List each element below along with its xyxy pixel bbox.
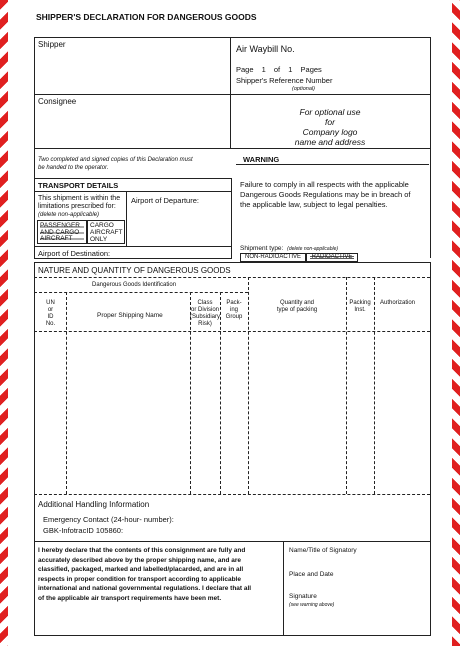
- transport-title-separator: [34, 191, 232, 192]
- logo-note-line: for: [325, 117, 335, 127]
- header-line: or Division: [190, 307, 219, 313]
- signature-note: (see warning above): [289, 602, 335, 608]
- place-date-field[interactable]: [289, 580, 427, 592]
- signature-label: Signature: [289, 593, 317, 600]
- declaration-separator: [34, 541, 430, 542]
- shipment-type-row: [240, 245, 338, 252]
- limitations-line: limitations prescribed for:: [38, 203, 116, 210]
- dgi-label: Dangerous Goods Identification: [92, 282, 177, 288]
- col-header-packing-inst: [346, 300, 374, 314]
- shipment-type-note: (delete non-applicable): [287, 246, 339, 252]
- departure-label: Airport of Departure:: [131, 196, 199, 205]
- consignee-field[interactable]: [35, 107, 229, 147]
- shipper-label: Shipper: [38, 40, 66, 49]
- header-line: ID: [47, 314, 54, 320]
- limitations-note: (delete non-applicable): [38, 212, 100, 218]
- copies-note: [38, 156, 193, 172]
- goods-bottom-separator: [34, 494, 430, 495]
- radioactive-option[interactable]: [306, 253, 358, 262]
- departure-divider: [126, 191, 127, 246]
- consignee-label: Consignee: [38, 97, 77, 106]
- cargo-line: ONLY: [90, 236, 108, 243]
- col-header-psn: Proper Shipping Name: [97, 312, 163, 319]
- warning-line: the applicable law, subject to legal penalties.: [240, 200, 388, 209]
- copies-note-line: Two completed and signed copies of this Declaration must: [38, 157, 193, 163]
- declaration-line: international and national governmental regulations. I declare that all: [38, 585, 252, 592]
- top-divider: [230, 37, 231, 148]
- cargo-line: CARGO: [90, 222, 114, 229]
- header-line: type of packing: [276, 307, 318, 313]
- passenger-cargo-label: PASSENGER AND CARGO AIRCRAFT: [40, 222, 80, 242]
- logo-note-line: Company logo: [302, 127, 358, 137]
- place-date-label: Place and Date: [289, 571, 334, 578]
- radioactive-label: RADIOACTIVE: [311, 254, 353, 260]
- signatory-divider: [283, 541, 284, 635]
- header-line: No.: [45, 321, 56, 327]
- passenger-cargo-option[interactable]: [37, 220, 88, 244]
- signatory-name-field[interactable]: [289, 556, 427, 568]
- logo-note-line: name and address: [294, 137, 366, 147]
- page-label: Page: [236, 65, 254, 74]
- non-radioactive-option[interactable]: NON-RADIOACTIVE: [240, 253, 306, 262]
- col-header-un: [35, 300, 66, 328]
- header-line: Inst.: [354, 307, 366, 313]
- signature-field[interactable]: [289, 610, 427, 630]
- logo-note-line: For optional use: [299, 107, 361, 117]
- signatory-name-label: Name/Title of Signatory: [289, 547, 357, 554]
- goods-entry-area[interactable]: [35, 333, 428, 493]
- header-line: Class: [197, 300, 213, 306]
- declaration-line: classified, packaged, marked and labelled/placarded, and are in all: [38, 566, 244, 573]
- limitations-line: This shipment is within the: [38, 195, 121, 202]
- page-number-field[interactable]: 1: [261, 65, 266, 74]
- transport-title: TRANSPORT DETAILS: [38, 181, 119, 190]
- declaration-line: I hereby declare that the contents of this consignment are fully and: [38, 547, 246, 554]
- cargo-only-option[interactable]: [86, 220, 125, 244]
- header-line: Group: [225, 314, 243, 320]
- destination-label: Airport of Destination:: [38, 249, 111, 258]
- header-line: Quantity and: [279, 300, 315, 306]
- strike-through-icon: [38, 221, 87, 243]
- of-label: of: [273, 65, 281, 74]
- declaration-line: respects in proper condition for transport according to applicable: [38, 575, 241, 583]
- warning-title: WARNING: [243, 155, 280, 164]
- shipper-separator: [34, 94, 430, 95]
- hazard-stripe-border-right: [452, 0, 460, 646]
- warning-line: Failure to comply in all respects with the applicable: [240, 180, 409, 189]
- header-line: Pack-: [226, 300, 242, 306]
- declaration-text: [38, 546, 251, 603]
- emergency-contact-value[interactable]: GBK-InfotracID 105860:: [43, 526, 124, 535]
- page-count-row: [236, 65, 322, 74]
- limitations-text: [38, 195, 120, 219]
- consignee-separator: [34, 148, 430, 149]
- warning-line: Dangerous Goods Regulations may be in breach of: [240, 190, 411, 199]
- nature-title: NATURE AND QUANTITY OF DANGEROUS GOODS: [38, 266, 231, 275]
- declaration-line: of the applicable air transport requirements have been met.: [38, 594, 222, 602]
- header-row-separator: [34, 331, 430, 332]
- hazard-stripe-border-left: [0, 0, 8, 646]
- col-header-quantity: [248, 300, 346, 314]
- awb-label: Air Waybill No.: [236, 44, 295, 54]
- document-title: SHIPPER'S DECLARATION FOR DANGEROUS GOODS: [36, 12, 257, 22]
- pages-label: Pages: [300, 65, 322, 74]
- copies-note-line: be handed to the operator.: [38, 165, 109, 171]
- shipper-field[interactable]: [35, 50, 229, 93]
- shipper-ref-optional: (optional): [292, 86, 315, 92]
- header-line: Packing: [349, 300, 371, 306]
- shipment-type-label: Shipment type:: [240, 245, 284, 252]
- warning-text: [240, 180, 411, 210]
- handling-title: Additional Handling Information: [38, 500, 150, 509]
- declaration-line: accurately described above by the proper shipping name, and are: [38, 556, 242, 564]
- destination-separator: [34, 246, 232, 247]
- header-line: UN: [46, 300, 55, 306]
- header-line: Risk): [198, 321, 212, 327]
- col-header-packing-group: [220, 300, 248, 321]
- col-header-class: [190, 300, 220, 328]
- page-total-field[interactable]: 1: [288, 65, 293, 74]
- header-line: ing: [229, 307, 238, 313]
- header-line: or: [47, 307, 54, 313]
- emergency-contact-label: Emergency Contact (24-hour- number):: [43, 515, 174, 524]
- shipper-ref-label: Shipper's Reference Number: [236, 76, 333, 85]
- header-line: (Subsidiary: [190, 314, 221, 320]
- strike-through-icon: [307, 254, 357, 261]
- nature-separator: [34, 277, 430, 278]
- departure-field[interactable]: [130, 206, 228, 244]
- cargo-line: AIRCRAFT: [90, 229, 123, 236]
- col-header-authorization: Authorization: [380, 300, 416, 306]
- cargo-only-label: [90, 222, 123, 243]
- warning-separator: [236, 164, 429, 165]
- company-logo-area: [232, 107, 428, 147]
